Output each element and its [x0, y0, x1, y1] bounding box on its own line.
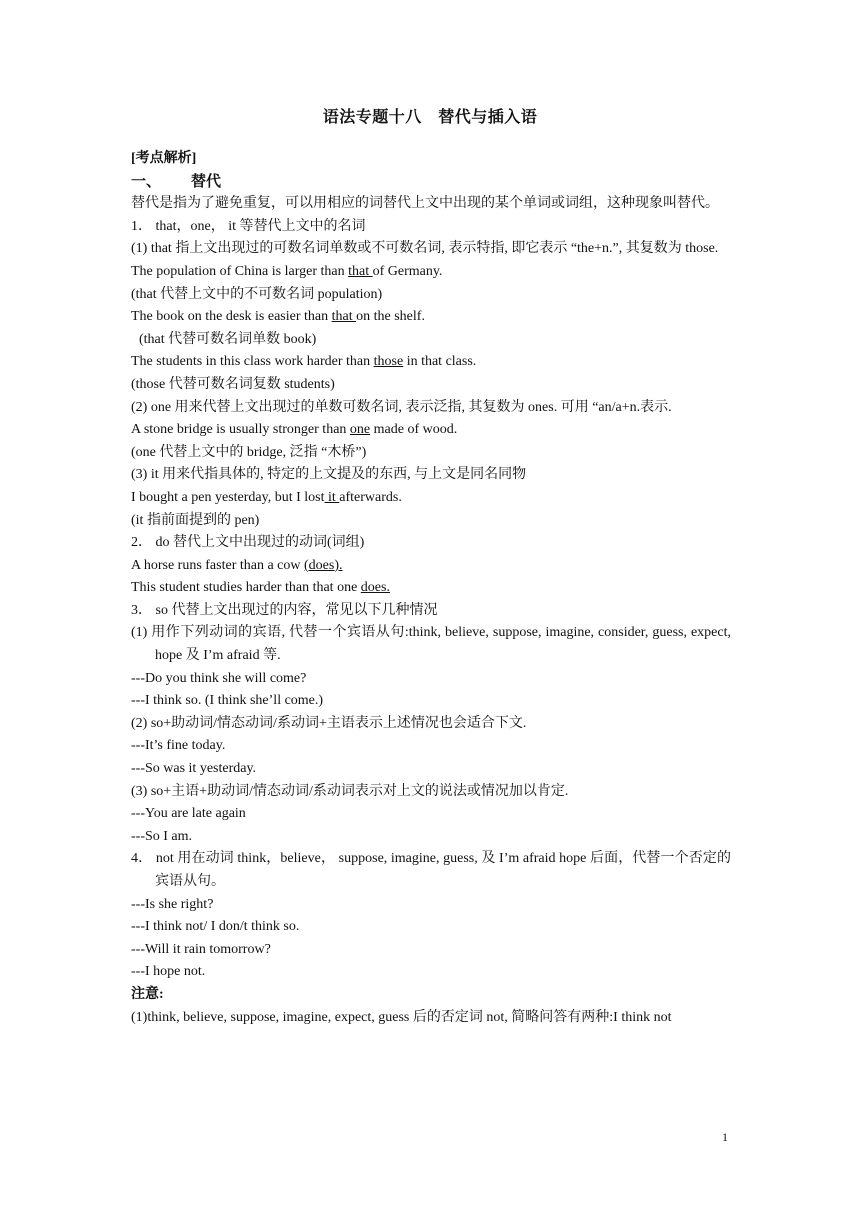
- example-note: (that 代替可数名词单数 book): [139, 331, 317, 347]
- page-number: 1: [722, 1130, 728, 1144]
- example-sentence: This student studies harder than that one does.: [131, 580, 390, 596]
- example-note: (those 代替可数名词复数 students): [131, 376, 335, 392]
- example-sentence: A stone bridge is usually stronger than one made of wood.: [131, 422, 458, 438]
- dialogue-line: ---Is she right?: [131, 896, 214, 912]
- dialogue-line: ---I hope not.: [131, 964, 206, 980]
- example-sentence: The population of China is larger than that of Germany.: [131, 263, 443, 279]
- underlined-word: one: [349, 422, 371, 438]
- document-body: [131, 148, 731, 1029]
- underlined-word: it: [324, 489, 340, 505]
- part-heading: [131, 171, 731, 194]
- rule-1-3: (3) it 用来代指具体的, 特定的上文提及的东西, 与上文是同名同物: [131, 467, 527, 483]
- underlined-word: that: [348, 263, 373, 279]
- dialogue-line: ---So I am.: [131, 828, 193, 844]
- dialogue-line: ---Do you think she will come?: [131, 670, 307, 686]
- subsection-1-title: 1． that，one， it 等替代上文中的名词: [131, 218, 366, 234]
- example-sentence: I bought a pen yesterday, but I lost it afterwards.: [131, 489, 402, 505]
- rule-1-1: (1) that 指上文出现过的可数名词单数或不可数名词, 表示特指, 即它表示 “the+n.”, 其复数为 those.: [131, 241, 719, 257]
- dialogue-line: ---Will it rain tomorrow?: [131, 941, 271, 957]
- example-sentence: A horse runs faster than a cow (does).: [131, 557, 343, 573]
- underlined-word: that: [331, 309, 357, 325]
- example-sentence: The book on the desk is easier than that on the shelf.: [131, 309, 425, 325]
- page-title: 语法专题十八 替代与插入语: [322, 109, 538, 126]
- note-label: 注意:: [131, 986, 164, 1002]
- rule-3-2: (2) so+助动词/情态动词/系动词+主语表示上述情况也会适合下文.: [131, 715, 527, 731]
- rule-3-1: (1) 用作下列动词的宾语, 代替一个宾语从句:think, believe, suppose, imagine, consider, guess, expect, hope 及 I’m afraid 等.: [131, 625, 731, 664]
- rule-1-2: (2) one 用来代替上文出现过的单数可数名词, 表示泛指, 其复数为 ones. 可用 “an/a+n.表示.: [131, 399, 672, 415]
- dialogue-line: ---You are late again: [131, 806, 246, 822]
- rule-3-3: (3) so+主语+助动词/情态动词/系动词表示对上文的说法或情况加以肯定.: [131, 783, 569, 799]
- dialogue-line: ---It’s fine today.: [131, 738, 226, 754]
- dialogue-line: ---So was it yesterday.: [131, 761, 257, 777]
- section-header: [考点解析]: [131, 151, 197, 166]
- intro-paragraph: 替代是指为了避免重复，可以用相应的词替代上文中出现的某个单词或词组，这种现象叫替代。: [131, 196, 719, 212]
- example-note: (it 指前面提到的 pen): [131, 512, 260, 528]
- part-name: 替代: [191, 173, 222, 190]
- dialogue-line: ---I think not/ I don/t think so.: [131, 919, 300, 935]
- dialogue-line: ---I think so. (I think she’ll come.): [131, 693, 324, 709]
- example-sentence: The students in this class work harder than those in that class.: [131, 354, 477, 370]
- subsection-4-title: 4． not 用在动词 think，believe， suppose, imagine, guess, 及 I’m afraid hope 后面，代替一个否定的宾语从句。: [131, 851, 731, 889]
- underlined-word: (does).: [304, 557, 343, 573]
- example-note: (one 代替上文中的 bridge, 泛指 “木桥”): [131, 444, 367, 460]
- note-item: (1)think, believe, suppose, imagine, expect, guess 后的否定词 not, 简略问答有两种:I think not: [131, 1009, 672, 1025]
- subsection-3-title: 3． so 代替上文出现过的内容，常见以下几种情况: [131, 602, 438, 618]
- example-note: (that 代替上文中的不可数名词 population): [131, 286, 383, 302]
- subsection-2-title: 2． do 替代上文中出现过的动词(词组): [131, 535, 365, 551]
- underlined-word: does.: [360, 580, 390, 596]
- underlined-word: those: [373, 354, 404, 370]
- part-number: 一、: [131, 173, 162, 190]
